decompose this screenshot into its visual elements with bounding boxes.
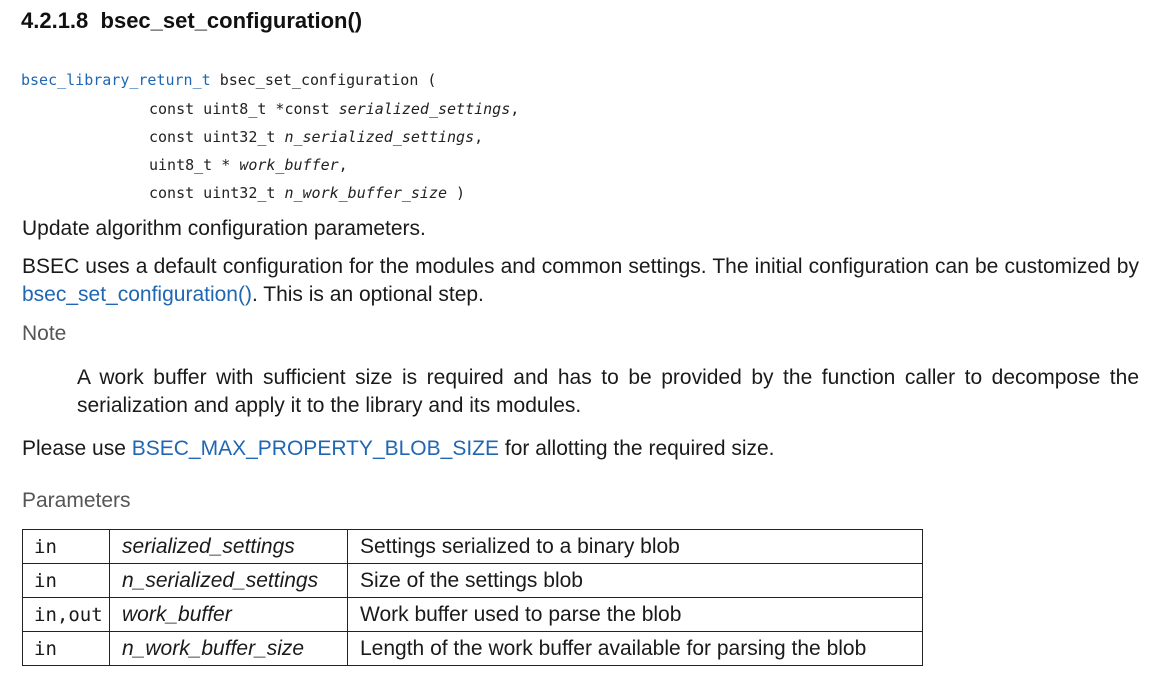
signature-param-1 bbox=[149, 127, 483, 147]
function-name: bsec_set_configuration ( bbox=[219, 71, 437, 89]
usage-paragraph bbox=[22, 435, 775, 463]
param-type: const uint32_t bbox=[149, 184, 276, 202]
note-label: Note bbox=[22, 322, 67, 345]
param-direction: in,out bbox=[23, 598, 110, 632]
param-description: Length of the work buffer available for parsing the blob bbox=[348, 632, 923, 666]
signature-param-2 bbox=[149, 155, 348, 175]
parameters-table bbox=[22, 529, 923, 666]
param-name: n_work_buffer_size bbox=[110, 632, 348, 666]
table-row bbox=[23, 598, 923, 632]
param-direction: in bbox=[23, 632, 110, 666]
param-type: const uint32_t bbox=[149, 128, 276, 146]
section-title: bsec_set_configuration() bbox=[100, 8, 363, 33]
usage-text: Please use bbox=[22, 437, 126, 460]
brief-description: Update algorithm configuration parameters. bbox=[22, 217, 426, 240]
table-row bbox=[23, 632, 923, 666]
param-name: work_buffer bbox=[110, 598, 348, 632]
parameters-label: Parameters bbox=[22, 489, 131, 512]
return-type-link[interactable]: bsec_library_return_t bbox=[21, 71, 211, 89]
param-description: Work buffer used to parse the blob bbox=[348, 598, 923, 632]
signature-line-0 bbox=[21, 70, 436, 90]
description-text: BSEC uses a default configuration for the modules and common settings. The initial configuration can be customized by bbox=[22, 255, 1139, 278]
param-direction: in bbox=[23, 530, 110, 564]
section-heading bbox=[21, 6, 362, 36]
param-direction: in bbox=[23, 564, 110, 598]
table-row bbox=[23, 564, 923, 598]
table-row bbox=[23, 530, 923, 564]
param-sep: , bbox=[474, 128, 484, 146]
max-property-blob-size-link[interactable]: BSEC_MAX_PROPERTY_BLOB_SIZE bbox=[131, 437, 500, 460]
param-name: n_serialized_settings bbox=[284, 128, 475, 146]
param-description: Settings serialized to a binary blob bbox=[348, 530, 923, 564]
param-name: serialized_settings bbox=[110, 530, 348, 564]
param-sep: , bbox=[510, 100, 520, 118]
signature-param-0 bbox=[149, 99, 519, 119]
param-sep: , bbox=[338, 156, 348, 174]
description-text-after: . This is an optional step. bbox=[251, 283, 484, 306]
param-name: n_work_buffer_size bbox=[284, 184, 448, 202]
param-name: serialized_settings bbox=[338, 100, 511, 118]
section-number: 4.2.1.8 bbox=[21, 8, 89, 33]
param-type: const uint8_t *const bbox=[149, 100, 330, 118]
param-sep: ) bbox=[447, 184, 466, 202]
set-configuration-link[interactable]: bsec_set_configuration() bbox=[22, 283, 252, 306]
param-type: uint8_t * bbox=[149, 156, 231, 174]
note-text: A work buffer with sufficient size is required and has to be provided by the function caller to decompose the serialization and apply it to the library and its modules. bbox=[77, 366, 1139, 417]
param-name: n_serialized_settings bbox=[110, 564, 348, 598]
param-name: work_buffer bbox=[239, 156, 339, 174]
description-paragraph bbox=[22, 253, 1139, 309]
signature-param-3 bbox=[149, 183, 465, 203]
param-description: Size of the settings blob bbox=[348, 564, 923, 598]
usage-text-after: for allotting the required size. bbox=[504, 437, 775, 460]
